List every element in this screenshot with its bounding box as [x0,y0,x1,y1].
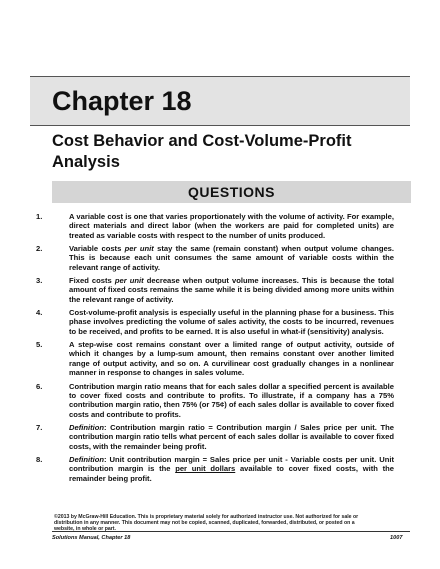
document-title: Cost Behavior and Cost-Volume-Profit Analysis [52,132,352,171]
chapter-header [30,76,410,126]
definition-label: Definition [69,422,105,432]
footer-title: Solutions Manual, Chapter 18 [52,535,131,541]
question-text-start: Fixed costs [69,276,115,286]
list-item [36,382,394,419]
list-item [36,423,394,451]
list-item [36,340,394,377]
question-text: Contribution margin ratio means that for each sales dollar a specified percent is available to cover fixed costs and contribute to profits. To illustrate, if a company has a 75% contribution margin ratio, then 75% (or 75¢) of each sales dollar is available to cover fixed costs and contribute to profits. [69,381,394,419]
list-item [36,212,394,240]
definition-label: Definition [69,454,105,464]
question-text: A step-wise cost remains constant over a limited range of output activity, outside of which it changes by a lump-sum amount, then remains constant over another limited range of output activity, and so on. A curvilinear cost gradually changes in a nonlinear manner in response to changes in sales volume. [69,340,394,378]
emphasis-text: per unit [114,276,144,286]
question-text: A variable cost is one that varies proportionately with the volume of activity. For example, direct materials and direct labor (when the workers are paid for completed units) are treated as variable costs with respect to the number of units produced. [69,212,394,240]
copyright-notice: ©2013 by McGraw-Hill Education. This is proprietary material solely for authorized instructor use. Not authorized for sale or distribution in any manner. This document may not be copied, scanned, duplicated, forwarded, distributed, or posted on a website, in whole or part. [54,514,359,533]
emphasis-text: per unit [124,244,154,254]
question-text: Cost-volume-profit analysis is especially useful in the planning phase for a business. This phase involves predicting the volume of sales activity, the costs to be incurred, revenues to be received, and profits to be earned. It is also useful in what-if (sensitivity) analysis. [69,308,394,336]
question-number: 8. [36,454,43,464]
page-number: 1007 [390,535,403,541]
question-number: 6. [36,381,43,391]
question-text-end: stay the same (remain constant) when output volume changes. This is because each unit consumes the same amount of variable costs within the relevant range of activity. [69,244,395,272]
question-text-start: Variable costs [69,244,125,254]
chapter-title: Chapter 18 [52,86,192,116]
section-heading: QUESTIONS [52,181,411,203]
question-number: 7. [36,422,43,432]
question-text-end: : Contribution margin ratio = Contribution margin / Sales price per unit. The contribution margin ratio tells what percent of each sales dollar is available to cover fixed costs, with the remainder being profit. [69,422,394,451]
question-number: 1. [36,212,43,221]
list-item [36,244,394,272]
question-number: 2. [36,244,43,254]
question-text-middle: : Unit contribution margin = Sales price per unit - Variable costs per unit. Unit contribution margin is the [69,454,394,474]
question-text-end: decrease when output volume increases. This is because the total amount of fixed costs remains the same while it is being divided among more units within the relevant range of activity. [69,276,395,304]
list-item [36,276,394,304]
question-number: 5. [36,340,43,350]
footer-divider [52,531,410,532]
question-number: 3. [36,276,43,286]
question-number: 4. [36,308,43,318]
question-list [36,212,394,487]
list-item [36,455,394,483]
underlined-text: per unit dollars [175,464,236,474]
list-item [36,308,394,336]
question-text-end: available to cover fixed costs, with the remainder being profit. [69,464,394,483]
